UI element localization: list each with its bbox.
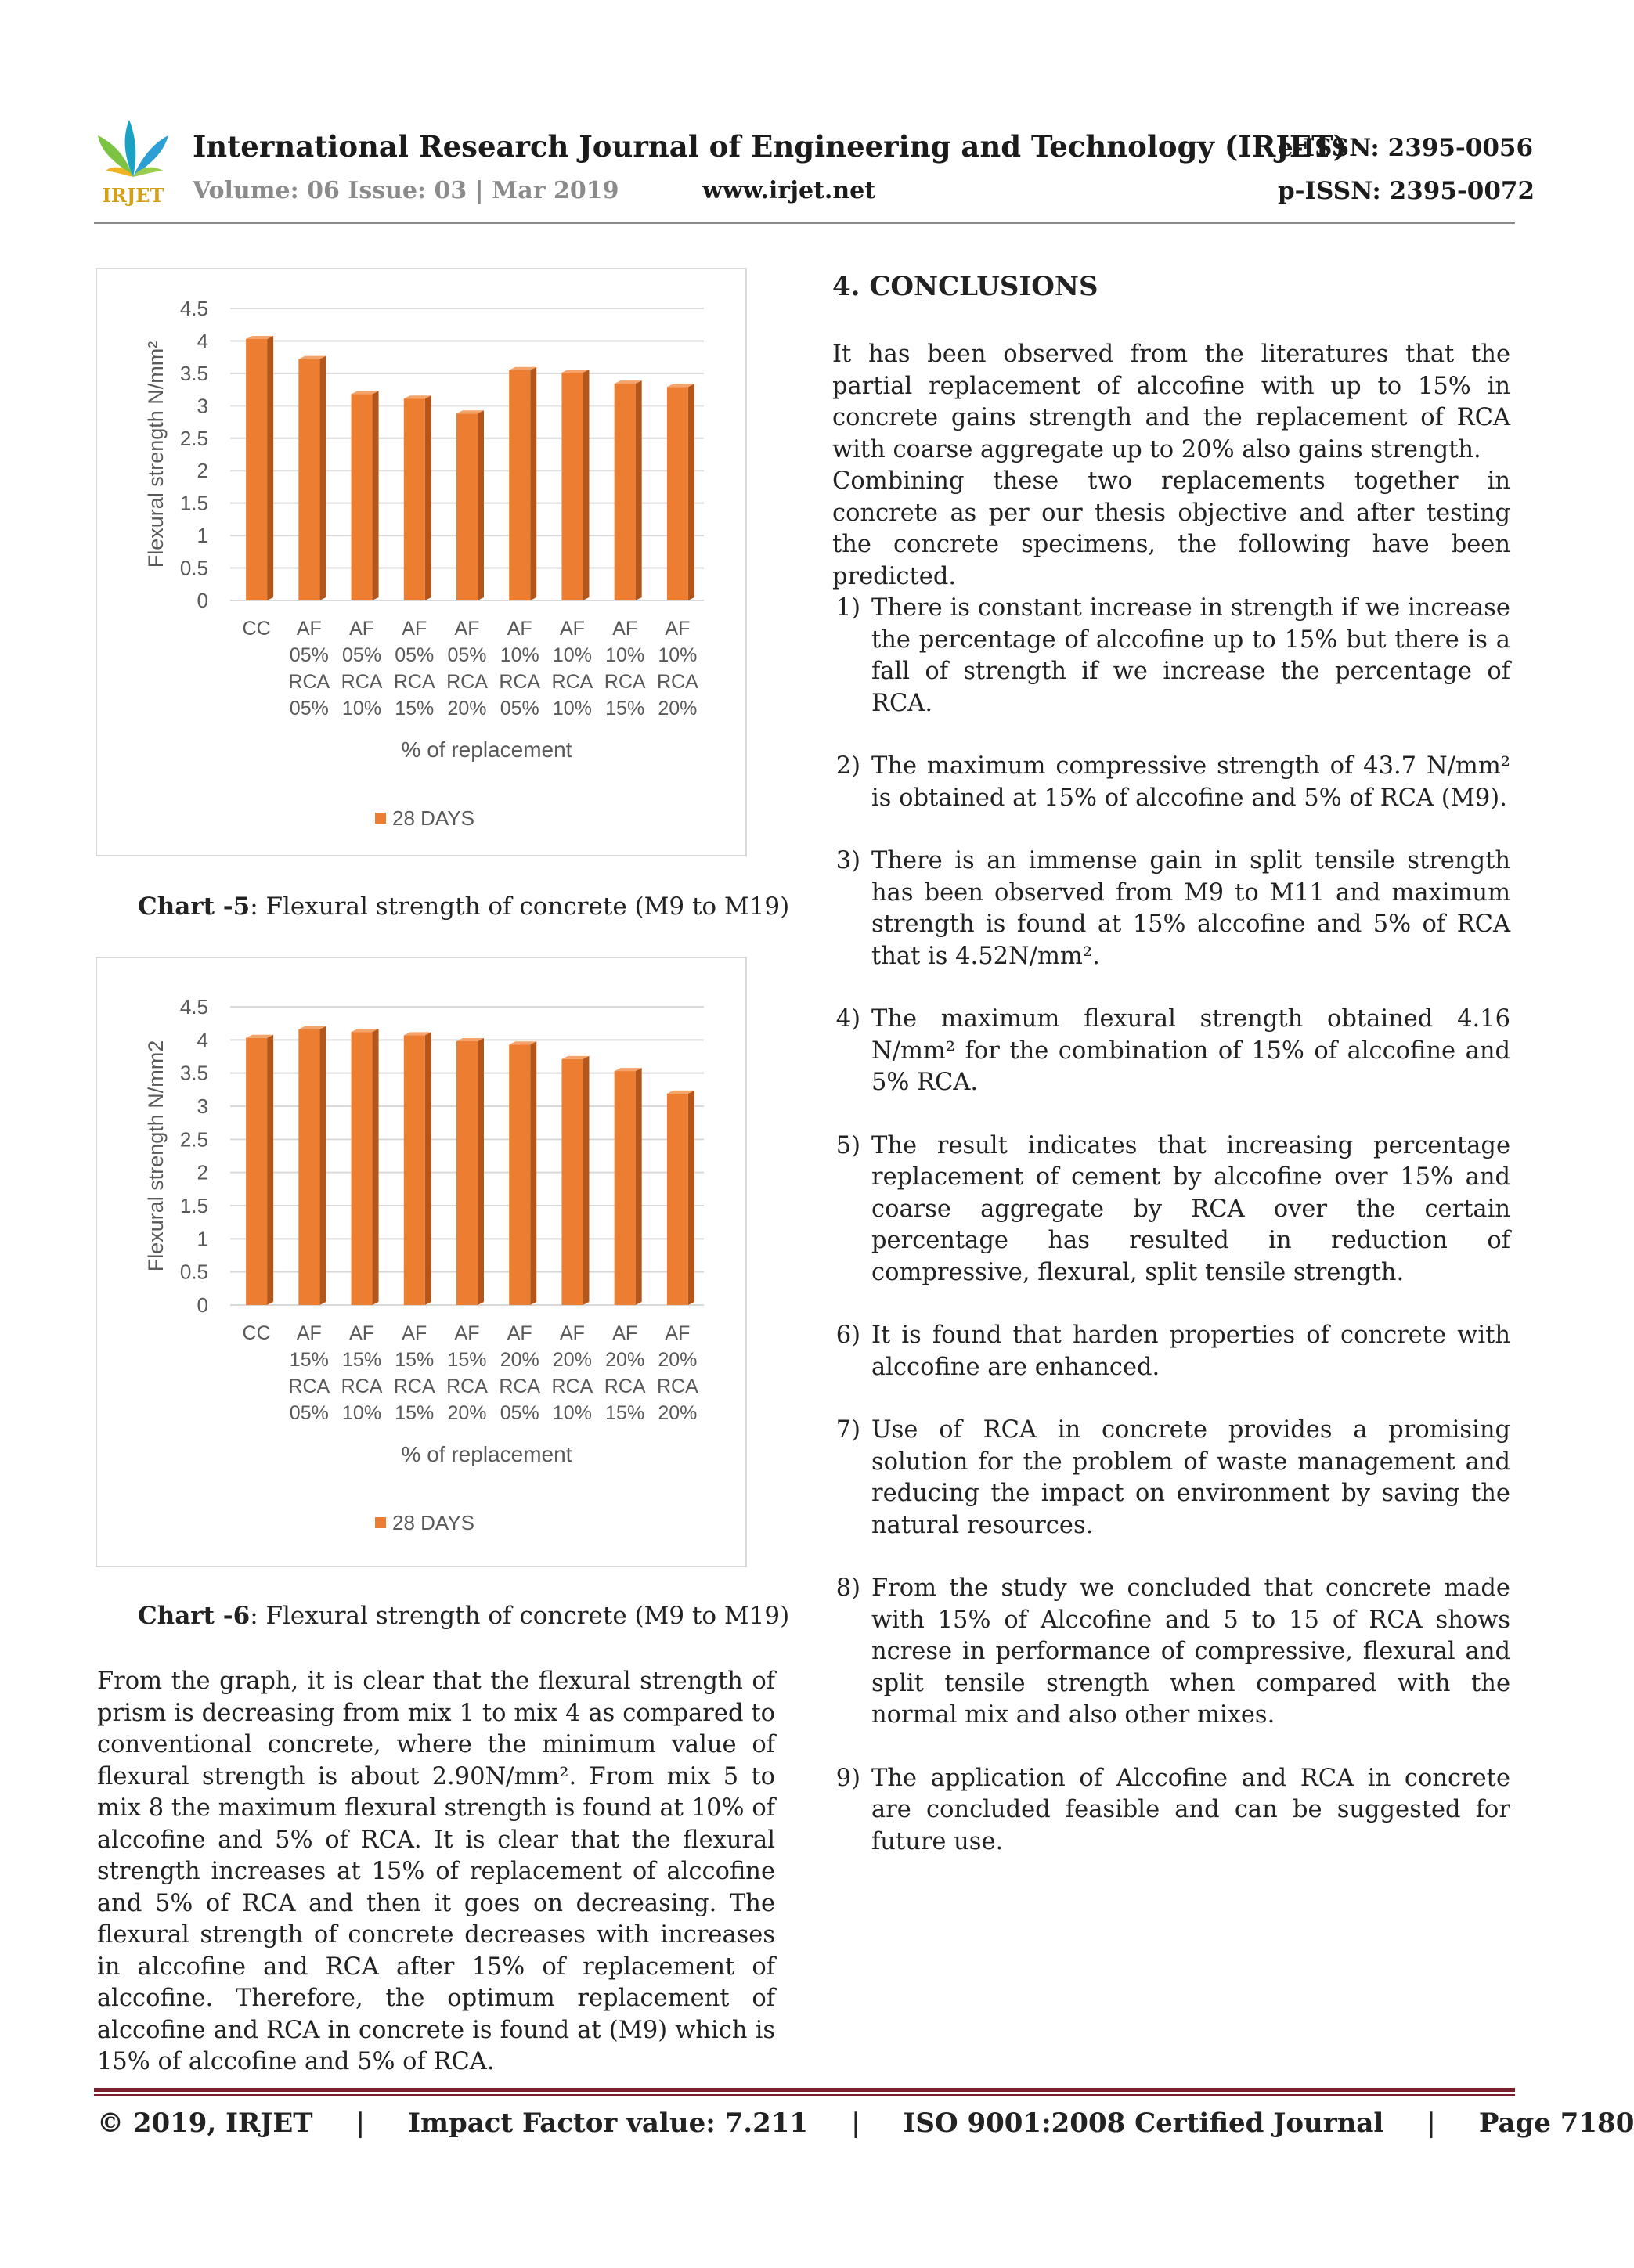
y-tick-label: 0 bbox=[197, 589, 208, 612]
footer-separator: | bbox=[355, 2108, 366, 2139]
x-tick-label: AF bbox=[454, 618, 480, 640]
y-tick-label: 0 bbox=[197, 1293, 208, 1317]
conclusion-item bbox=[821, 751, 1510, 814]
conclusion-item bbox=[821, 1573, 1510, 1732]
x-tick-label: RCA bbox=[656, 671, 698, 693]
chart-6-caption bbox=[138, 1602, 789, 1630]
x-tick-label: AF bbox=[559, 618, 585, 640]
chart-5-caption bbox=[138, 892, 789, 921]
p-issn: p-ISSN: 2395-0072 bbox=[1278, 177, 1535, 205]
bar-28-days bbox=[509, 367, 536, 600]
x-tick-label: 15% bbox=[605, 698, 645, 719]
conclusion-item-text: The maximum compressive strength of 43.7 N/mm² is obtained at 15% of alccofine and 5% of RCA (M9). bbox=[871, 752, 1510, 812]
conclusion-item bbox=[821, 1415, 1510, 1541]
footer-separator: | bbox=[1427, 2108, 1436, 2139]
bar-28-days bbox=[352, 1029, 379, 1305]
x-tick-label: RCA bbox=[341, 1376, 383, 1397]
x-tick-label: 05% bbox=[289, 1402, 329, 1424]
logo-leaves-icon bbox=[98, 120, 168, 177]
bar-28-days bbox=[352, 391, 379, 600]
x-tick-label: RCA bbox=[551, 671, 593, 693]
x-tick-label: AF bbox=[296, 1322, 322, 1344]
x-tick-label: RCA bbox=[446, 1376, 488, 1397]
conclusion-item-text: There is an immense gain in split tensile strength has been observed from M9 to M11 and maximum strength is found at 15% alccofine and 5% of RCA that is 4.52N/mm². bbox=[871, 847, 1510, 970]
bar-28-days bbox=[667, 1091, 694, 1305]
x-tick-label: 10% bbox=[552, 644, 592, 666]
x-tick-label: RCA bbox=[288, 671, 330, 693]
bar-28-days bbox=[509, 1041, 536, 1305]
footer-rule-thick bbox=[94, 2088, 1515, 2092]
x-tick-label: 10% bbox=[552, 698, 592, 719]
bar-28-days bbox=[456, 410, 484, 600]
x-tick-label: CC bbox=[242, 618, 271, 640]
x-tick-label: 20% bbox=[658, 698, 698, 719]
x-tick-label: 20% bbox=[658, 1402, 698, 1424]
conclusion-item-number: 1) bbox=[835, 594, 860, 622]
conclusion-item-number: 3) bbox=[835, 847, 860, 874]
x-tick-label: AF bbox=[507, 618, 532, 640]
bar-28-days bbox=[298, 356, 326, 600]
x-tick-label: 10% bbox=[500, 644, 539, 666]
x-tick-label: 20% bbox=[552, 1349, 592, 1371]
x-tick-label: AF bbox=[402, 618, 427, 640]
legend-swatch bbox=[375, 1517, 386, 1528]
x-tick-label: AF bbox=[612, 618, 638, 640]
legend-label: 28 DAYS bbox=[392, 806, 475, 830]
x-axis-label: % of replacement bbox=[401, 1442, 572, 1466]
y-tick-label: 0.5 bbox=[179, 1260, 208, 1284]
x-tick-label: 05% bbox=[395, 644, 435, 666]
bar-28-days bbox=[667, 384, 694, 600]
x-tick-label: 15% bbox=[605, 1402, 645, 1424]
y-tick-label: 2.5 bbox=[179, 426, 208, 450]
conclusions-list bbox=[821, 593, 1510, 1889]
bar-28-days bbox=[404, 395, 431, 600]
conclusion-item bbox=[821, 1763, 1510, 1859]
chart-6-flexural-strength bbox=[96, 957, 747, 1567]
chart-6-caption-text: : Flexural strength of concrete (M9 to M19) bbox=[250, 1602, 790, 1630]
x-tick-label: 05% bbox=[500, 698, 539, 719]
conclusion-item bbox=[821, 1130, 1510, 1289]
x-tick-label: 20% bbox=[447, 1402, 487, 1424]
x-tick-label: AF bbox=[349, 618, 375, 640]
y-tick-label: 0.5 bbox=[179, 556, 208, 580]
x-tick-label: RCA bbox=[499, 1376, 541, 1397]
bar-28-days bbox=[561, 370, 589, 600]
x-tick-label: AF bbox=[296, 618, 322, 640]
y-tick-label: 4 bbox=[197, 329, 208, 353]
x-tick-label: 15% bbox=[395, 1349, 435, 1371]
conclusion-item-text: The maximum flexural strength obtained 4.16 N/mm² for the combination of 15% of alccofine and 5% RCA. bbox=[871, 1005, 1510, 1096]
conclusion-item-text: The result indicates that increasing percentage replacement of cement by alccofine over 15% and coarse aggregate by RCA over the certain percentage has resulted in reduction of compressive, flexural, split tensile strength. bbox=[871, 1131, 1510, 1286]
chart-6-caption-label: Chart -6 bbox=[138, 1602, 251, 1630]
y-axis-label: Flexural strength N/mm2 bbox=[144, 1040, 168, 1272]
footer-separator: | bbox=[851, 2108, 860, 2139]
conclusion-item bbox=[821, 1004, 1510, 1099]
x-tick-label: 10% bbox=[605, 644, 645, 666]
x-tick-label: RCA bbox=[499, 671, 541, 693]
e-issn: e-ISSN: 2395-0056 bbox=[1278, 134, 1534, 162]
header-rule bbox=[94, 222, 1515, 224]
conclusion-item bbox=[821, 1320, 1510, 1383]
logo-text: IRJET bbox=[102, 184, 164, 207]
x-tick-label: 20% bbox=[500, 1349, 539, 1371]
x-tick-label: 15% bbox=[342, 1349, 382, 1371]
x-tick-label: 15% bbox=[289, 1349, 329, 1371]
conclusion-item-number: 7) bbox=[835, 1416, 860, 1444]
x-tick-label: AF bbox=[454, 1322, 480, 1344]
x-tick-label: RCA bbox=[604, 1376, 646, 1397]
x-tick-label: 20% bbox=[447, 698, 487, 719]
conclusion-item-number: 9) bbox=[835, 1764, 860, 1792]
conclusions-heading: 4. CONCLUSIONS bbox=[832, 271, 1098, 302]
footer bbox=[97, 2108, 1634, 2139]
x-tick-label: RCA bbox=[446, 671, 488, 693]
conclusion-item-number: 6) bbox=[835, 1321, 860, 1349]
footer-impact-factor: Impact Factor value: 7.211 bbox=[408, 2108, 809, 2139]
y-tick-label: 4 bbox=[197, 1028, 208, 1052]
conclusions-intro-1: It has been observed from the literatures that the partial replacement of alccofine with up to 15% in concrete gains strength and the replacement of RCA with coarse aggregate up to 20% also gains strength. bbox=[832, 341, 1510, 463]
x-tick-label: 10% bbox=[342, 1402, 382, 1424]
conclusion-item-text: From the study we concluded that concrete made with 15% of Alccofine and 5 to 15 of RCA shows ncrese in performance of compressive, flexural and split tensile strength when compared with the normal mix and also other mixes. bbox=[871, 1574, 1510, 1729]
journal-title: International Research Journal of Engineering and Technology (IRJET) bbox=[193, 129, 1347, 164]
y-tick-label: 4.5 bbox=[179, 297, 208, 320]
x-tick-label: CC bbox=[242, 1322, 271, 1344]
x-tick-label: AF bbox=[559, 1322, 585, 1344]
conclusion-item-number: 8) bbox=[835, 1574, 860, 1602]
x-tick-label: RCA bbox=[393, 671, 435, 693]
x-tick-label: 20% bbox=[658, 1349, 698, 1371]
x-tick-label: AF bbox=[402, 1322, 427, 1344]
bar-28-days bbox=[298, 1026, 326, 1305]
conclusion-item-text: The application of Alccofine and RCA in concrete are concluded feasible and can be suggested for future use. bbox=[871, 1764, 1510, 1855]
y-tick-label: 2 bbox=[197, 459, 208, 483]
x-tick-label: 10% bbox=[552, 1402, 592, 1424]
footer-page-number: Page 7180 bbox=[1478, 2108, 1634, 2139]
footer-iso: ISO 9001:2008 Certified Journal bbox=[903, 2108, 1384, 2139]
x-tick-label: RCA bbox=[393, 1376, 435, 1397]
x-tick-label: RCA bbox=[551, 1376, 593, 1397]
chart-5-caption-text: : Flexural strength of concrete (M9 to M19) bbox=[250, 892, 790, 921]
bar-28-days bbox=[561, 1056, 589, 1305]
legend-swatch bbox=[375, 813, 386, 824]
x-tick-label: 05% bbox=[447, 644, 487, 666]
x-tick-label: 05% bbox=[289, 698, 329, 719]
x-tick-label: 10% bbox=[658, 644, 698, 666]
conclusion-item-number: 5) bbox=[835, 1131, 860, 1159]
footer-copyright: © 2019, IRJET bbox=[97, 2108, 313, 2139]
legend-label: 28 DAYS bbox=[392, 1511, 475, 1534]
x-tick-label: 15% bbox=[447, 1349, 487, 1371]
y-tick-label: 2 bbox=[197, 1160, 208, 1184]
x-tick-label: 05% bbox=[500, 1402, 539, 1424]
x-tick-label: 20% bbox=[605, 1349, 645, 1371]
x-tick-label: AF bbox=[665, 1322, 691, 1344]
y-tick-label: 4.5 bbox=[179, 995, 208, 1019]
bar-28-days bbox=[404, 1032, 431, 1305]
x-tick-label: AF bbox=[507, 1322, 532, 1344]
bar-28-days bbox=[615, 1068, 642, 1305]
x-tick-label: RCA bbox=[341, 671, 383, 693]
chart-5-caption-label: Chart -5 bbox=[138, 892, 251, 921]
bar-28-days bbox=[246, 336, 273, 600]
conclusion-item-text: It is found that harden properties of concrete with alccofine are enhanced. bbox=[871, 1321, 1510, 1381]
conclusion-item-text: There is constant increase in strength if we increase the percentage of alccofine up to 15% but there is a fall of strength if we increase the percentage of RCA. bbox=[871, 594, 1510, 717]
chart-5-flexural-strength bbox=[96, 268, 747, 856]
x-tick-label: AF bbox=[612, 1322, 638, 1344]
bar-28-days bbox=[456, 1038, 484, 1305]
conclusion-item-number: 2) bbox=[835, 752, 860, 780]
bar-28-days bbox=[615, 380, 642, 600]
x-tick-label: 05% bbox=[289, 644, 329, 666]
x-axis-label: % of replacement bbox=[401, 737, 572, 762]
journal-website[interactable]: www.irjet.net bbox=[702, 177, 876, 204]
y-tick-label: 3.5 bbox=[179, 361, 208, 385]
x-tick-label: 15% bbox=[395, 1402, 435, 1424]
x-tick-label: AF bbox=[349, 1322, 375, 1344]
x-tick-label: RCA bbox=[656, 1376, 698, 1397]
x-tick-label: RCA bbox=[288, 1376, 330, 1397]
bar-28-days bbox=[246, 1035, 273, 1305]
y-tick-label: 1.5 bbox=[179, 1194, 208, 1217]
conclusion-item-number: 4) bbox=[835, 1005, 860, 1033]
conclusions-intro-2: Combining these two replacements together in concrete as per our thesis objective and after testing the concrete specimens, the following have been predicted. bbox=[832, 467, 1510, 590]
x-tick-label: 10% bbox=[342, 698, 382, 719]
y-tick-label: 3.5 bbox=[179, 1061, 208, 1085]
conclusion-item-text: Use of RCA in concrete provides a promising solution for the problem of waste management and reducing the impact on environment by saving the natural resources. bbox=[871, 1416, 1510, 1539]
y-tick-label: 3 bbox=[197, 1094, 208, 1118]
footer-rule-thin bbox=[94, 2094, 1515, 2096]
y-tick-label: 1 bbox=[197, 524, 208, 548]
conclusion-item bbox=[821, 846, 1510, 972]
y-axis-label: Flexural strength N/mm² bbox=[144, 341, 168, 568]
x-tick-label: 05% bbox=[342, 644, 382, 666]
y-tick-label: 2.5 bbox=[179, 1127, 208, 1152]
y-tick-label: 1 bbox=[197, 1227, 208, 1251]
y-tick-label: 3 bbox=[197, 394, 208, 418]
x-tick-label: AF bbox=[665, 618, 691, 640]
volume-issue: Volume: 06 Issue: 03 | Mar 2019 bbox=[193, 177, 619, 204]
x-tick-label: 15% bbox=[395, 698, 435, 719]
y-tick-label: 1.5 bbox=[179, 491, 208, 515]
conclusion-item bbox=[821, 593, 1510, 719]
x-tick-label: RCA bbox=[604, 671, 646, 693]
irjet-logo bbox=[94, 116, 172, 208]
discussion-paragraph: From the graph, it is clear that the flexural strength of prism is decreasing from mix 1 to mix 4 as compared to conventional concrete, where the minimum value of flexural strength is about 2.90N/mm². From mix 5 to mix 8 the maximum flexural strength is found at 10% of alccofine and 5% of RCA. It is clear that the flexural strength increases at 15% of replacement of alccofine and 5% of RCA and then it goes on decreasing. The flexural strength of concrete decreases with increases in alccofine and RCA after 15% of replacement of alccofine. Therefore, the optimum replacement of alccofine and RCA in concrete is found at (M9) which is 15% of alccofine and 5% of RCA. bbox=[97, 1668, 775, 2075]
